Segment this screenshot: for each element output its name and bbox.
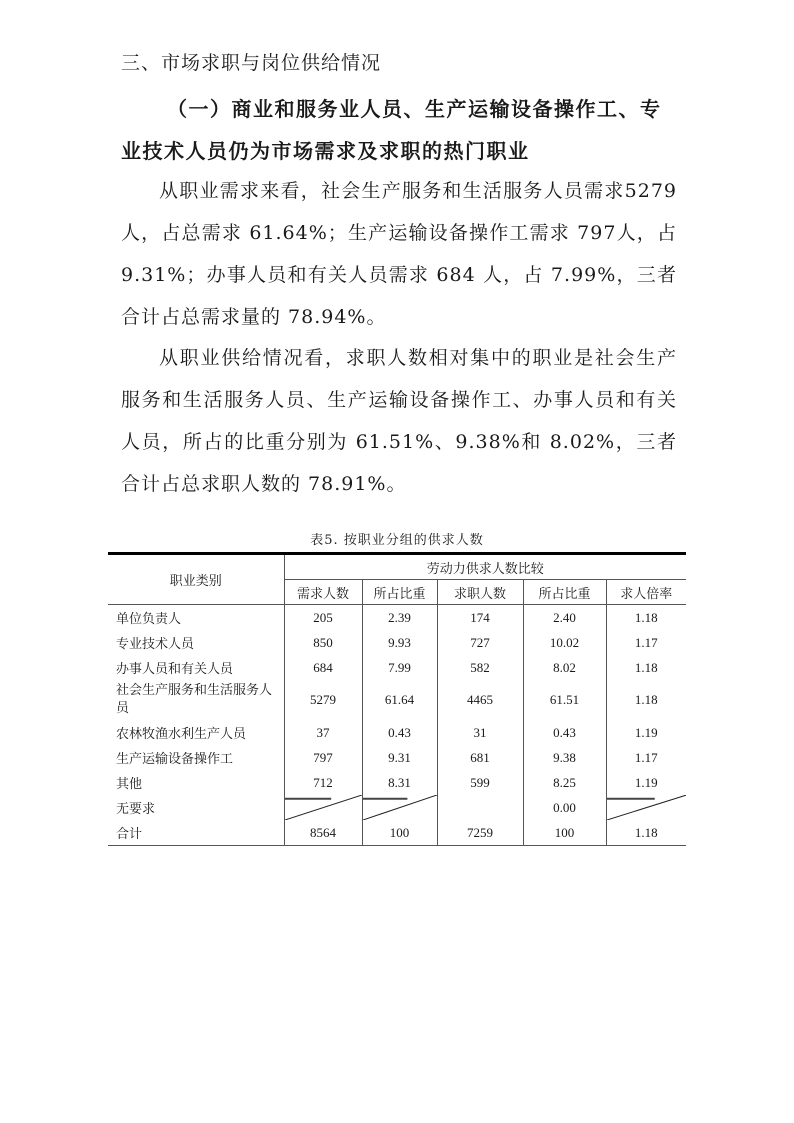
header-group: 劳动力供求人数比较 <box>284 554 686 580</box>
section-heading: 三、市场求职与岗位供给情况 <box>121 52 382 74</box>
paragraph-demand: 从职业需求来看，社会生产服务和生活服务人员需求5279 人，占总需求 61.64%；生产运输设备操作工需求 797人，占 9.31%；办事人员和有关人员需求 684 人，占 7.99%，三者合计占总需求量的 78.94%。 <box>121 180 677 328</box>
row-label: 专业技术人员 <box>116 637 195 652</box>
table-cell: 8564 <box>284 820 362 846</box>
table-caption: 表5. 按职业分组的供求人数 <box>310 533 484 548</box>
table-cell: 1.18 <box>606 655 686 680</box>
table-cell: 1.19 <box>606 770 686 795</box>
table-cell <box>437 795 523 820</box>
table-cell: 1.18 <box>606 820 686 846</box>
table-cell: 174 <box>437 605 523 631</box>
column-header: 所占比重 <box>362 580 437 605</box>
row-label: 社会生产服务和生活服务人员 <box>116 683 273 716</box>
table-row <box>108 745 686 770</box>
table-row-total <box>108 820 686 846</box>
table-cell: 7.99 <box>362 655 437 680</box>
table-cell: 0.43 <box>362 720 437 745</box>
table-cell: 4465 <box>437 680 523 720</box>
sub-heading: （一）商业和服务业人员、生产运输设备操作工、专业技术人员仍为市场需求及求职的热门职业 <box>121 97 662 163</box>
table-cell: 37 <box>284 720 362 745</box>
column-header: 求职人数 <box>437 580 523 605</box>
row-label: 单位负责人 <box>116 612 182 627</box>
table-cell: 100 <box>523 820 606 846</box>
row-label: 无要求 <box>116 802 156 817</box>
table-cell: 8.31 <box>362 770 437 795</box>
table-cell: 0.43 <box>523 720 606 745</box>
table-cell: 31 <box>437 720 523 745</box>
diagonal-slash-icon <box>285 795 362 820</box>
table-cell: 1.17 <box>606 745 686 770</box>
table-cell: 8.02 <box>523 655 606 680</box>
diagonal-slash-icon <box>363 795 437 820</box>
paragraph-supply: 从职业供给情况看，求职人数相对集中的职业是社会生产服务和生活服务人员、生产运输设备操作工、办事人员和有关人员，所占的比重分别为 61.51%、9.38%和 8.02%，三者合计占总求职人数的 78.91%。 <box>121 347 677 495</box>
occupation-supply-demand-table <box>108 552 686 846</box>
column-header: 所占比重 <box>523 580 606 605</box>
table-cell: 1.19 <box>606 720 686 745</box>
table-cell: 712 <box>284 770 362 795</box>
table-row <box>108 770 686 795</box>
table-cell: 599 <box>437 770 523 795</box>
table-cell-slash <box>284 795 362 820</box>
table-cell: 9.38 <box>523 745 606 770</box>
table-cell-slash <box>606 795 686 820</box>
table-cell: 9.31 <box>362 745 437 770</box>
column-header: 求人倍率 <box>606 580 686 605</box>
table-cell: 1.18 <box>606 680 686 720</box>
table-cell: 1.17 <box>606 630 686 655</box>
table-cell: 681 <box>437 745 523 770</box>
table-cell: 2.39 <box>362 605 437 631</box>
table-cell: 5279 <box>284 680 362 720</box>
column-header: 需求人数 <box>284 580 362 605</box>
row-label: 农林牧渔水利生产人员 <box>116 727 247 742</box>
table-cell: 61.51 <box>523 680 606 720</box>
table-row <box>108 720 686 745</box>
table-cell: 850 <box>284 630 362 655</box>
row-label: 生产运输设备操作工 <box>116 752 234 767</box>
table-row <box>108 680 686 720</box>
table-cell: 684 <box>284 655 362 680</box>
diagonal-slash-icon <box>607 795 687 820</box>
table-cell: 1.18 <box>606 605 686 631</box>
table-cell: 582 <box>437 655 523 680</box>
table-cell-slash <box>362 795 437 820</box>
table-cell: 9.93 <box>362 630 437 655</box>
table-cell: 10.02 <box>523 630 606 655</box>
table-cell: 727 <box>437 630 523 655</box>
table-cell: 2.40 <box>523 605 606 631</box>
table-row <box>108 630 686 655</box>
table-cell: 100 <box>362 820 437 846</box>
row-label: 合计 <box>108 820 284 846</box>
table-row <box>108 605 686 631</box>
header-category: 职业类别 <box>108 554 284 605</box>
table-row <box>108 655 686 680</box>
table-cell: 8.25 <box>523 770 606 795</box>
table-row <box>108 795 686 820</box>
row-label: 其他 <box>116 777 143 792</box>
table-cell: 7259 <box>437 820 523 846</box>
table-cell: 0.00 <box>523 795 606 820</box>
table-cell: 61.64 <box>362 680 437 720</box>
table-cell: 797 <box>284 745 362 770</box>
table-cell: 205 <box>284 605 362 631</box>
row-label: 办事人员和有关人员 <box>116 662 234 677</box>
